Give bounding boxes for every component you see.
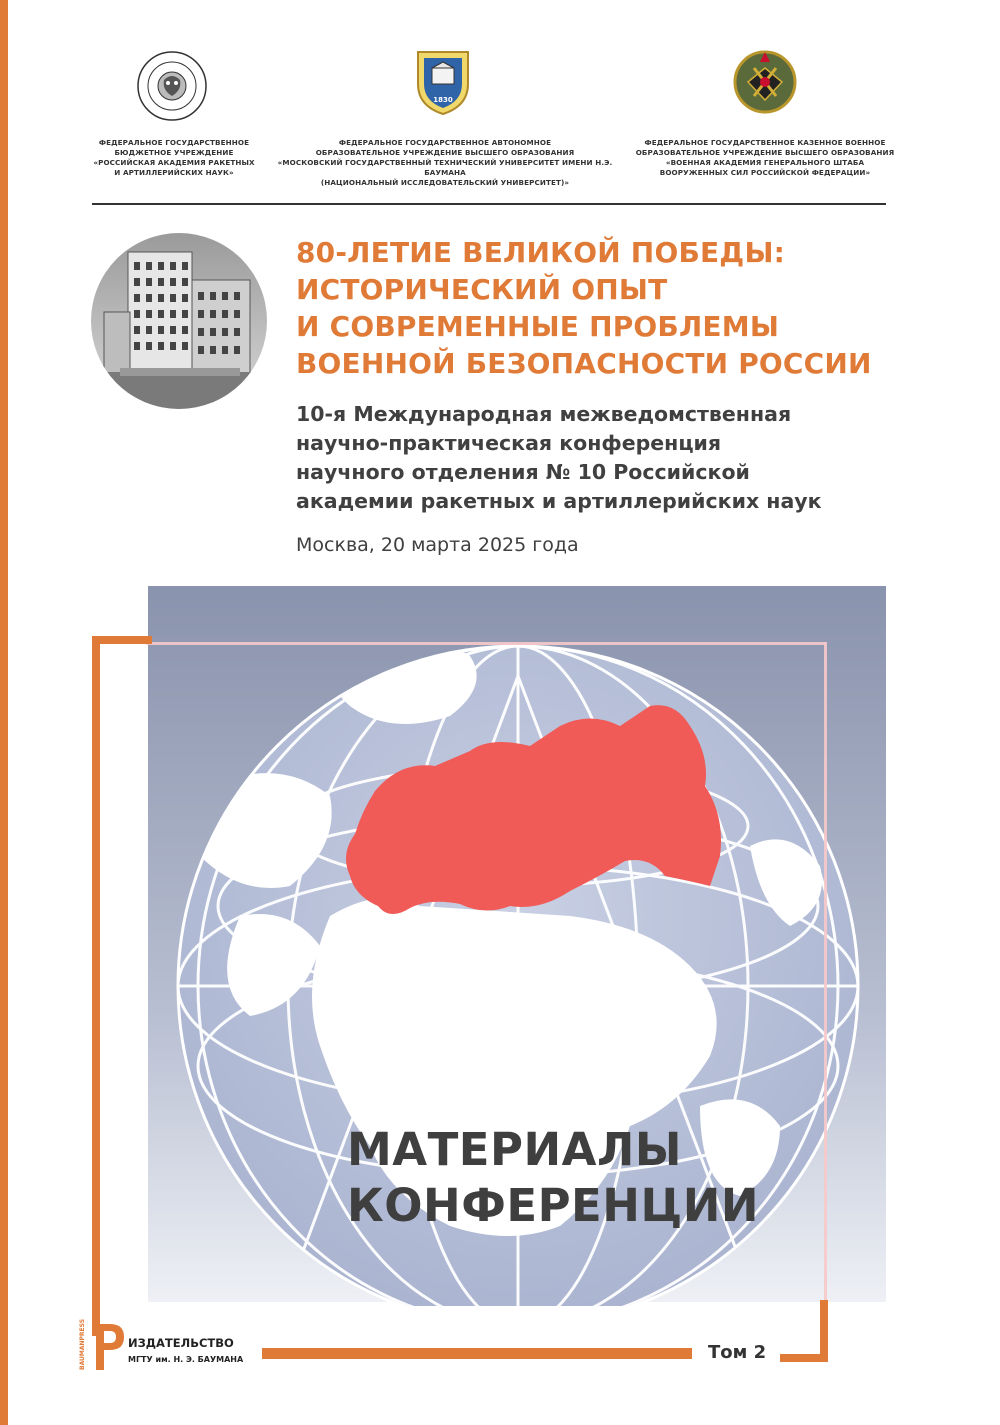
conference-date: Москва, 20 марта 2025 года xyxy=(296,534,579,556)
left-accent-stripe xyxy=(0,0,8,1425)
volume-label: Том 2 xyxy=(708,1342,767,1363)
publisher-name xyxy=(128,1336,248,1376)
footer-bar xyxy=(262,1348,692,1359)
header-divider xyxy=(92,203,886,205)
bauman-emblem-year: 1830 xyxy=(433,96,453,104)
conference-subtitle: 10-я Международная межведомственная научно-практическая конференция научного отделения № 10 Российской академии ракетных и артиллерийских наук xyxy=(296,402,822,513)
org-raran-caption: ФЕДЕРАЛЬНОЕ ГОСУДАРСТВЕННОЕ БЮДЖЕТНОЕ УЧРЕЖДЕНИЕ «РОССИЙСКАЯ АКАДЕМИЯ РАКЕТНЫХ И АРТИЛЛЕРИЙСКИХ НАУК» xyxy=(93,138,255,177)
orange-frame-left xyxy=(92,636,100,1336)
publisher-line1: ИЗДАТЕЛЬСТВО xyxy=(128,1336,234,1350)
org-general-staff-caption: ФЕДЕРАЛЬНОЕ ГОСУДАРСТВЕННОЕ КАЗЕННОЕ ВОЕННОЕ ОБРАЗОВАТЕЛЬНОЕ УЧРЕЖДЕНИЕ ВЫСШЕГО ОБРАЗОВАНИЯ «ВОЕННАЯ АКАДЕМИЯ ГЕНЕРАЛЬНОГО ШТАБА ВООРУЖЕННЫХ СИЛ РОССИЙСКОЙ ФЕДЕРАЦИИ» xyxy=(635,138,895,177)
raran-emblem-icon xyxy=(136,50,208,122)
publisher-line2: МГТУ им. Н. Э. БАУМАНА xyxy=(128,1355,244,1364)
conference-title: 80-ЛЕТИЕ ВЕЛИКОЙ ПОБЕДЫ: ИСТОРИЧЕСКИЙ ОПЫТ И СОВРЕМЕННЫЕ ПРОБЛЕМЫ ВОЕННОЙ БЕЗОПАСНОСТИ РОССИИ xyxy=(296,236,872,380)
orange-frame-top xyxy=(92,636,152,644)
orange-frame-bottom xyxy=(780,1354,828,1362)
orange-frame-right xyxy=(820,1300,828,1362)
publisher-vertical-text: BAUMANPRESS xyxy=(79,1318,86,1370)
bauman-emblem-icon xyxy=(412,44,474,116)
baumanpress-logo-icon xyxy=(92,1320,128,1374)
org-bauman-caption: ФЕДЕРАЛЬНОЕ ГОСУДАРСТВЕННОЕ АВТОНОМНОЕ ОБРАЗОВАТЕЛЬНОЕ УЧРЕЖДЕНИЕ ВЫСШЕГО ОБРАЗОВАНИЯ «МОСКОВСКИЙ ГОСУДАРСТВЕННЫЙ ТЕХНИЧЕСКИЙ УНИВЕРСИТЕТ ИМЕНИ Н.Э. БАУМАНА (НАЦИОНАЛЬНЫЙ ИССЛЕДОВАТЕЛЬСКИЙ УНИВЕРСИТЕТ)» xyxy=(277,138,613,187)
general-staff-academy-emblem-icon xyxy=(730,44,800,116)
building-photo xyxy=(90,232,268,410)
materials-heading: МАТЕРИАЛЫ КОНФЕРЕНЦИИ xyxy=(347,1123,760,1232)
